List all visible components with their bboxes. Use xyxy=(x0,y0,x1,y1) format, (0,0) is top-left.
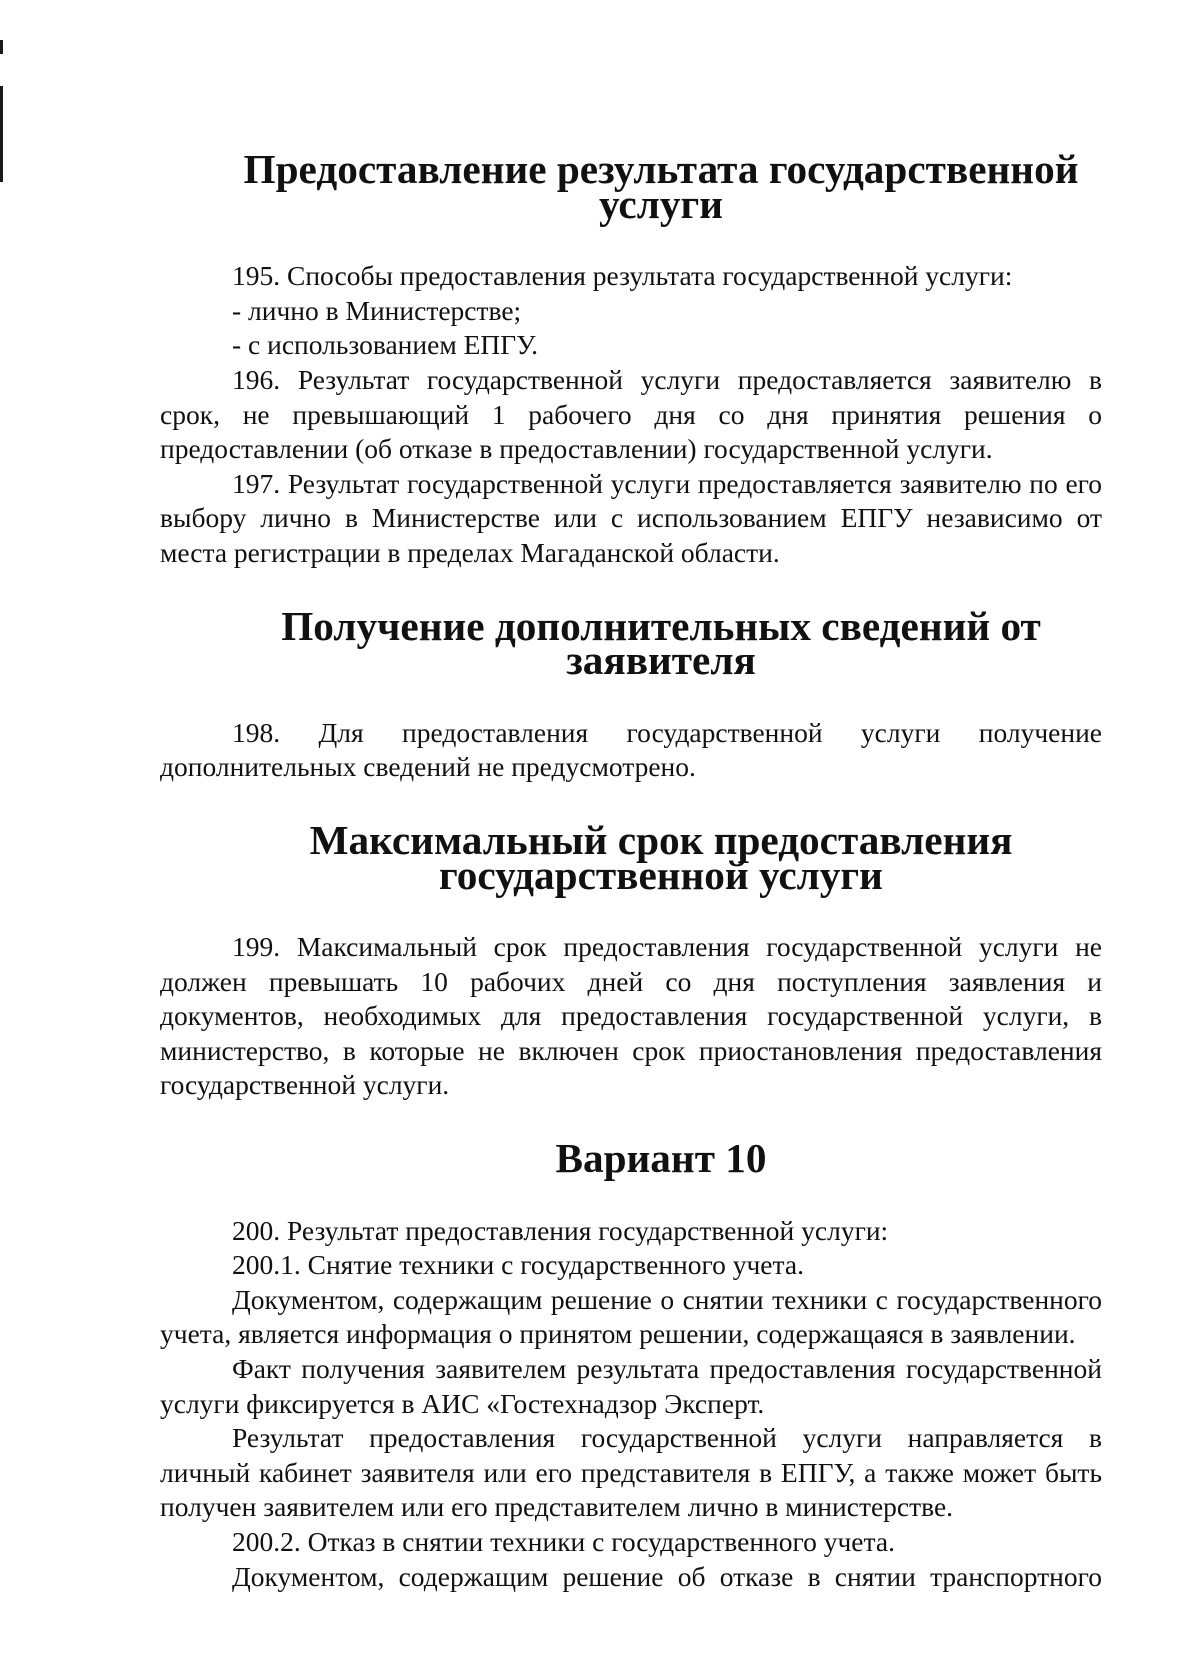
paragraph-200: 200. Результат предоставления государственной услуги: xyxy=(232,1214,889,1246)
scan-edge-mark xyxy=(0,40,3,54)
paragraph: Результат предоставления государственной услуги направляется в личный кабинет заявителя или его представителя в ЕПГУ, а также может быть получен заявителем или его представителем лично в министерстве. xyxy=(160,1422,1102,1523)
paragraph-197: 197. Результат государственной услуги предоставляется заявителю по его выбору лично в Министерстве или с использованием ЕПГУ независимо от места регистрации в пределах Магаданской области. xyxy=(160,467,1102,568)
paragraph: Документом, содержащим решение о снятии техники с государственного учета, является информация о принятом решении, содержащаяся в заявлении. xyxy=(160,1283,1102,1350)
paragraph-196: 196. Результат государственной услуги предоставляется заявителю в срок, не превышающий 1 рабочего дня со дня принятия решения о предоставлении (об отказе в предоставлении) государственной услуги. xyxy=(160,363,1102,465)
paragraph-198: 198. Для предоставления государственной услуги получение дополнительных сведений не предусмотрено. xyxy=(160,716,1102,783)
section-heading: Предоставление результата государственной услуги xyxy=(243,146,1079,227)
section-heading: Максимальный срок предоставления государственной услуги xyxy=(309,816,1013,898)
section-heading: Получение дополнительных сведений от заявителя xyxy=(281,602,1041,684)
paragraph-195: 195. Способы предоставления результата государственной услуги: xyxy=(232,260,1013,292)
list-item: - с использованием ЕПГУ. xyxy=(232,329,539,361)
paragraph-200-1: 200.1. Снятие техники с государственного учета. xyxy=(232,1249,804,1281)
scan-edge-mark xyxy=(0,86,3,182)
section-heading: Вариант 10 xyxy=(555,1135,767,1182)
paragraph-199: 199. Максимальный срок предоставления государственной услуги не должен превышать 10 рабочих дней со дня поступления заявления и документов, необходимых для предоставления государственной услуги, в министерство, в которые не включен срок приостановления предоставления государственной услуги. xyxy=(160,931,1102,1101)
paragraph: Факт получения заявителем результата предоставления государственной услуги фиксируется в АИС «Гостехнадзор Эксперт. xyxy=(160,1353,1102,1419)
paragraph-200-2: 200.2. Отказ в снятии техники с государственного учета. xyxy=(232,1526,895,1557)
list-item: - лично в Министерстве; xyxy=(232,294,522,326)
paragraph-truncated: Документом, содержащим решение об отказе в снятии транспортного xyxy=(232,1560,1102,1592)
document-page xyxy=(160,146,1102,1594)
